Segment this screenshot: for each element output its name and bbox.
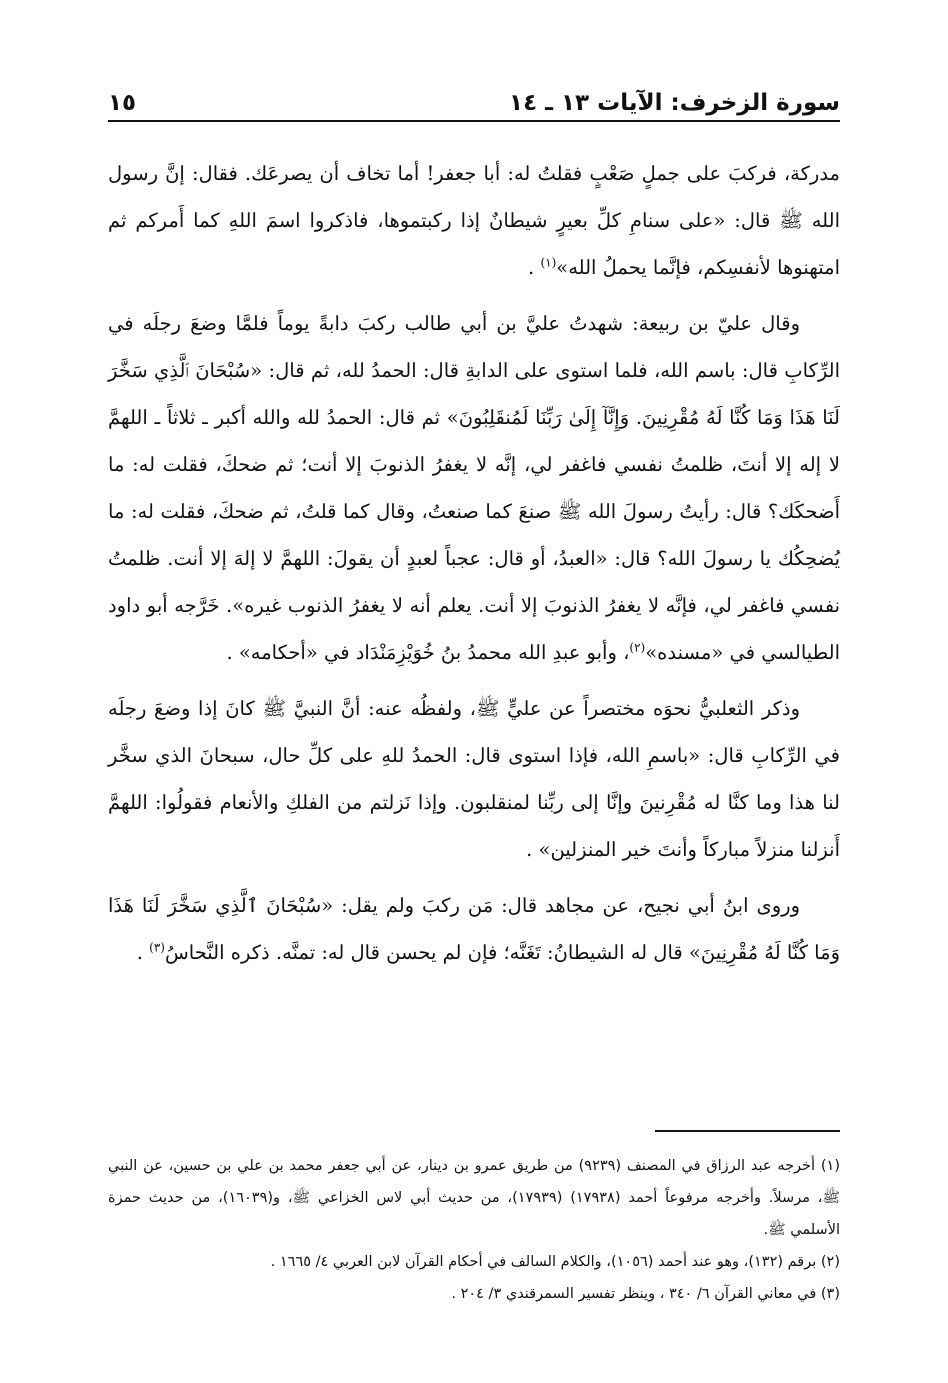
paragraph-text: وذكر الثعلبيُّ نحوَه مختصراً عن عليٍّ ﷺ، ولفظُه عنه: أنَّ النبيَّ ﷺ كانَ إذا وضعَ رجلَه في الرِّكابِ قال: «باسمِ الله، فإذا استوى قال: الحمدُ للهِ على كلِّ حال، سبحانَ الذي سخَّر لنا هذا وما كنَّا له مُقْرِنينَ وإنَّا إلى ربِّنا لمنقلبون. وإذا نَزلتم من الفلكِ والأنعام فقولُوا: اللهمَّ أَنزلنا منزلاً مباركاً وأنتَ خير المنزلين» . (108, 697, 840, 861)
main-text (108, 150, 840, 985)
paragraph-3 (108, 685, 840, 873)
paragraph-tail: ، وأبو عبدِ الله محمدُ بنُ خُوَيْزِمَنْدَاد في «أحكامه» . (226, 641, 630, 664)
page-number: ١٥ (108, 90, 137, 116)
paragraph-tail: . (136, 941, 150, 964)
paragraph-text: وروى ابنُ أبي نجيح، عن مجاهد قال: مَن ركبَ ولم يقل: «سُبْحَانَ ٱلَّذِي سَخَّرَ لَنَا هَذَا وَمَا كُنَّا لَهُ مُقْرِنِينَ» قال له الشيطانُ: تَغَنَّه؛ فإن لم يحسن قال له: تمنَّه. ذكره النَّحاسُ (108, 894, 840, 964)
footnote-2: (٢) برقم (١٣٢)، وهو عند أحمد (١٠٥٦)، والكلام السالف في أحكام القرآن لابن العربي ٤/ ١٦٦٥ . (270, 1254, 840, 1270)
page-header (108, 82, 840, 122)
paragraph-2 (108, 300, 840, 676)
footnote-ref-2: (٢) (629, 640, 646, 655)
running-title: سورة الزخرف: الآيات ١٣ ـ ١٤ (509, 90, 840, 116)
footnote-separator (655, 1130, 840, 1132)
paragraph-text: مدركة، فركبَ على جملٍ صَعْبٍ فقلتُ له: أبا جعفر! أما تخاف أن يصرعَك. فقال: إنَّ رسول الله ﷺ قال: «على سنامِ كلِّ بعيرٍ شيطانٌ إذا ركبتموها، فاذكروا اسمَ اللهِ كما أَمركم ثم امتهنوها لأنفسِكم، فإنَّما يحملُ الله» (108, 162, 840, 279)
footnote-1: (١) أخرجه عبد الرزاق في المصنف (٩٢٣٩) من طريق عمرو بن دينار، عن أبي جعفر محمد بن علي بن حسين، عن النبي ﷺ، مرسلاً. وأخرجه مرفوعاً أحمد (١٧٩٣٨) (١٧٩٣٩)، من حديث أبي لاس الخزاعي ﷺ، و(١٦٠٣٩)، من حديث حمزة الأسلمي ﷺ. (108, 1158, 840, 1238)
footnote-3: (٣) في معاني القرآن ٦/ ٣٤٠ ، وينظر تفسير السمرقندي ٣/ ٢٠٤ . (451, 1286, 840, 1302)
paragraph-tail: . (528, 256, 541, 279)
paragraph-text: وقال عليّ بن ربيعة: شهدتُ عليَّ بن أبي طالب ركبَ دابةً يوماً فلمَّا وضعَ رجلَه في الرِّكابِ قال: باسم الله، فلما استوى على الدابةِ قال: الحمدُ لله، ثم قال: «سُبْحَانَ ٱلَّذِي سَخَّرَ لَنَا هَذَا وَمَا كُنَّا لَهُ مُقْرِنِينَ. وَإِنَّآ إِلَىٰ رَبِّنَا لَمُنقَلِبُونَ» ثم قال: الحمدُ لله والله أكبر ـ ثلاثاً ـ اللهمَّ لا إله إلا أنتَ، ظلمتُ نفسي فاغفر لي، إنَّه لا يغفرُ الذنوبَ إلا أنت؛ ثم ضحكَ، فقلت له: ما أَضحكَك؟ قال: رأيتُ رسولَ الله ﷺ صنعَ كما صنعتُ، وقال كما قلتُ، ثم ضحكَ، فقلت له: ما يُضحِكُك يا رسولَ الله؟ قال: «العبدُ، أو قال: عجباً لعبدٍ أن يقولَ: اللهمَّ لا إلهَ إلا أنت. ظلمتُ نفسي فاغفر لي، فإنَّه لا يغفرُ الذنوبَ إلا أنت. يعلم أنه لا يغفرُ الذنوب غيره». خَرَّجه أبو داود الطيالسي في «مسنده» (108, 312, 840, 664)
footnote-ref-3: (٣) (149, 940, 165, 955)
paragraph-1 (108, 150, 840, 291)
footnote-ref-1: (١) (540, 255, 557, 270)
paragraph-4 (108, 882, 840, 976)
footnotes (108, 1150, 840, 1310)
